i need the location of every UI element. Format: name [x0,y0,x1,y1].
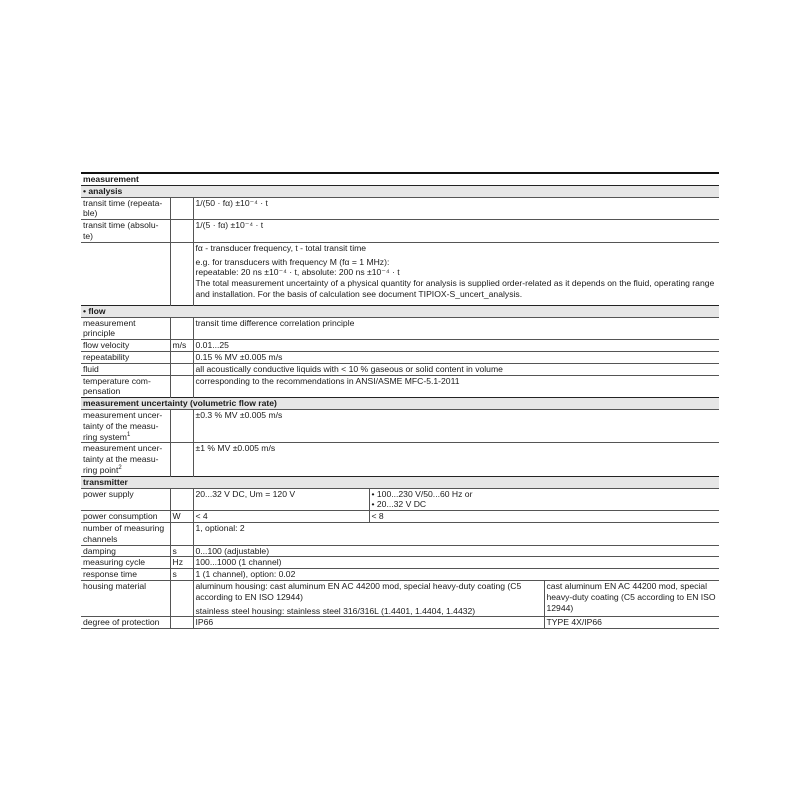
subsection-flow [81,305,719,317]
row-unit [170,317,193,340]
row-label: measurement uncer-tainty at the measu-ring point$^2$ [81,443,170,476]
section-title: measurement [81,173,719,185]
row-value: 1/(5 · fα) ±10⁻⁴ · t [193,220,719,243]
table-row [81,197,719,220]
section-title: transmitter [81,476,719,488]
subsection-title: • analysis [83,186,122,196]
row-value: 20...32 V DC, Um = 120 V [193,488,369,511]
row-value: 100...1000 (1 channel) [193,557,719,569]
row-label: repeatability [81,351,170,363]
row-value: 1 (1 channel), option: 0.02 [193,569,719,581]
row-unit [170,488,193,511]
row-unit [170,363,193,375]
row-value: corresponding to the recommendations in ANSI/ASME MFC-5.1-2011 [193,375,719,398]
row-label: fluid [81,363,170,375]
row-label: transit time (absolu-te) [81,220,170,243]
row-label: housing material [81,580,170,616]
table-row [81,375,719,398]
row-label: flow velocity [81,340,170,352]
row-value: aluminum housing: cast aluminum EN AC 44200 mod, special heavy-duty coating (C5 according to EN ISO 12944) stainless steel housing: stainless steel 316/316L (1.4401, 1.4404, 1.4432) [193,580,544,616]
row-label: power consumption [81,511,170,523]
row-value: < 4 [193,511,369,523]
row-label: response time [81,569,170,581]
row-unit [170,617,193,629]
section-title: measurement uncertainty (volumetric flow rate) [81,398,719,410]
section-measurement [81,173,719,185]
row-unit [170,220,193,243]
row-value: 0...100 (adjustable) [193,545,719,557]
note-line: e.g. for transducers with frequency M (fα = 1 MHz): [195,256,390,267]
section-transmitter [81,476,719,488]
row-value-alt: • 100...230 V/50...60 Hz or • 20...32 V DC [369,488,719,511]
row-unit: s [170,569,193,581]
row-unit [170,522,193,545]
table-row [81,569,719,581]
row-value: 1/(50 · fα) ±10⁻⁴ · t [193,197,719,220]
table-row [81,409,719,442]
row-label: damping [81,545,170,557]
row-label: degree of protection [81,617,170,629]
table-row [81,340,719,352]
note-line: The total measurement uncertainty of a physical quantity for analysis is supplied order-related as it depends on the fluid, operating range and installation. For the basis of calculation see document TIPIOX-S_uncert_analysis. [195,278,715,299]
row-label: transit time (repeata-ble) [81,197,170,220]
row-label: measurement principle [81,317,170,340]
row-label: measuring cycle [81,557,170,569]
row-unit [170,409,193,442]
row-unit [170,375,193,398]
footnote-ref: 1 [126,431,131,438]
row-unit [170,580,193,616]
row-value: ±1 % MV ±0.005 m/s [193,443,719,476]
table-row [81,617,719,629]
table-row [81,557,719,569]
row-value: transit time difference correlation principle [193,317,719,340]
row-unit [170,351,193,363]
note-line: fα - transducer frequency, t - total transit time [195,242,367,253]
table-row [81,545,719,557]
table-row [81,443,719,476]
row-value-alt: TYPE 4X/IP66 [544,617,719,629]
row-value: ±0.3 % MV ±0.005 m/s [193,409,719,442]
table-row [81,351,719,363]
row-unit: m/s [170,340,193,352]
row-unit [170,443,193,476]
row-value: 0.15 % MV ±0.005 m/s [193,351,719,363]
table-row [81,522,719,545]
spec-sheet [81,172,719,629]
table-row [81,363,719,375]
subsection-title: • flow [83,306,106,316]
note-line: repeatable: 20 ns ±10⁻⁴ · t, absolute: 200 ns ±10⁻⁴ · t [195,267,400,278]
row-label: power supply [81,488,170,511]
row-unit: Hz [170,557,193,569]
row-value: IP66 [193,617,544,629]
row-label: number of measuring channels [81,522,170,545]
section-uncertainty [81,398,719,410]
table-row [81,488,719,511]
row-unit: s [170,545,193,557]
table-row [81,242,719,305]
subsection-analysis [81,185,719,197]
table-row [81,580,719,616]
row-unit: W [170,511,193,523]
footnote-ref: 2 [118,465,122,472]
row-unit [170,197,193,220]
analysis-notes [193,242,719,305]
table-row [81,220,719,243]
row-label: temperature com-pensation [81,375,170,398]
spec-table [81,172,719,629]
row-label: measurement uncer-tainty of the measu-ring system$^1$ [81,409,170,442]
row-value-alt: < 8 [369,511,719,523]
row-value-alt: cast aluminum EN AC 44200 mod, special heavy-duty coating (C5 according to EN ISO 12944) [544,580,719,616]
row-value: all acoustically conductive liquids with < 10 % gaseous or solid content in volume [193,363,719,375]
table-row [81,511,719,523]
row-value: 0.01...25 [193,340,719,352]
table-row [81,317,719,340]
row-value: 1, optional: 2 [193,522,719,545]
